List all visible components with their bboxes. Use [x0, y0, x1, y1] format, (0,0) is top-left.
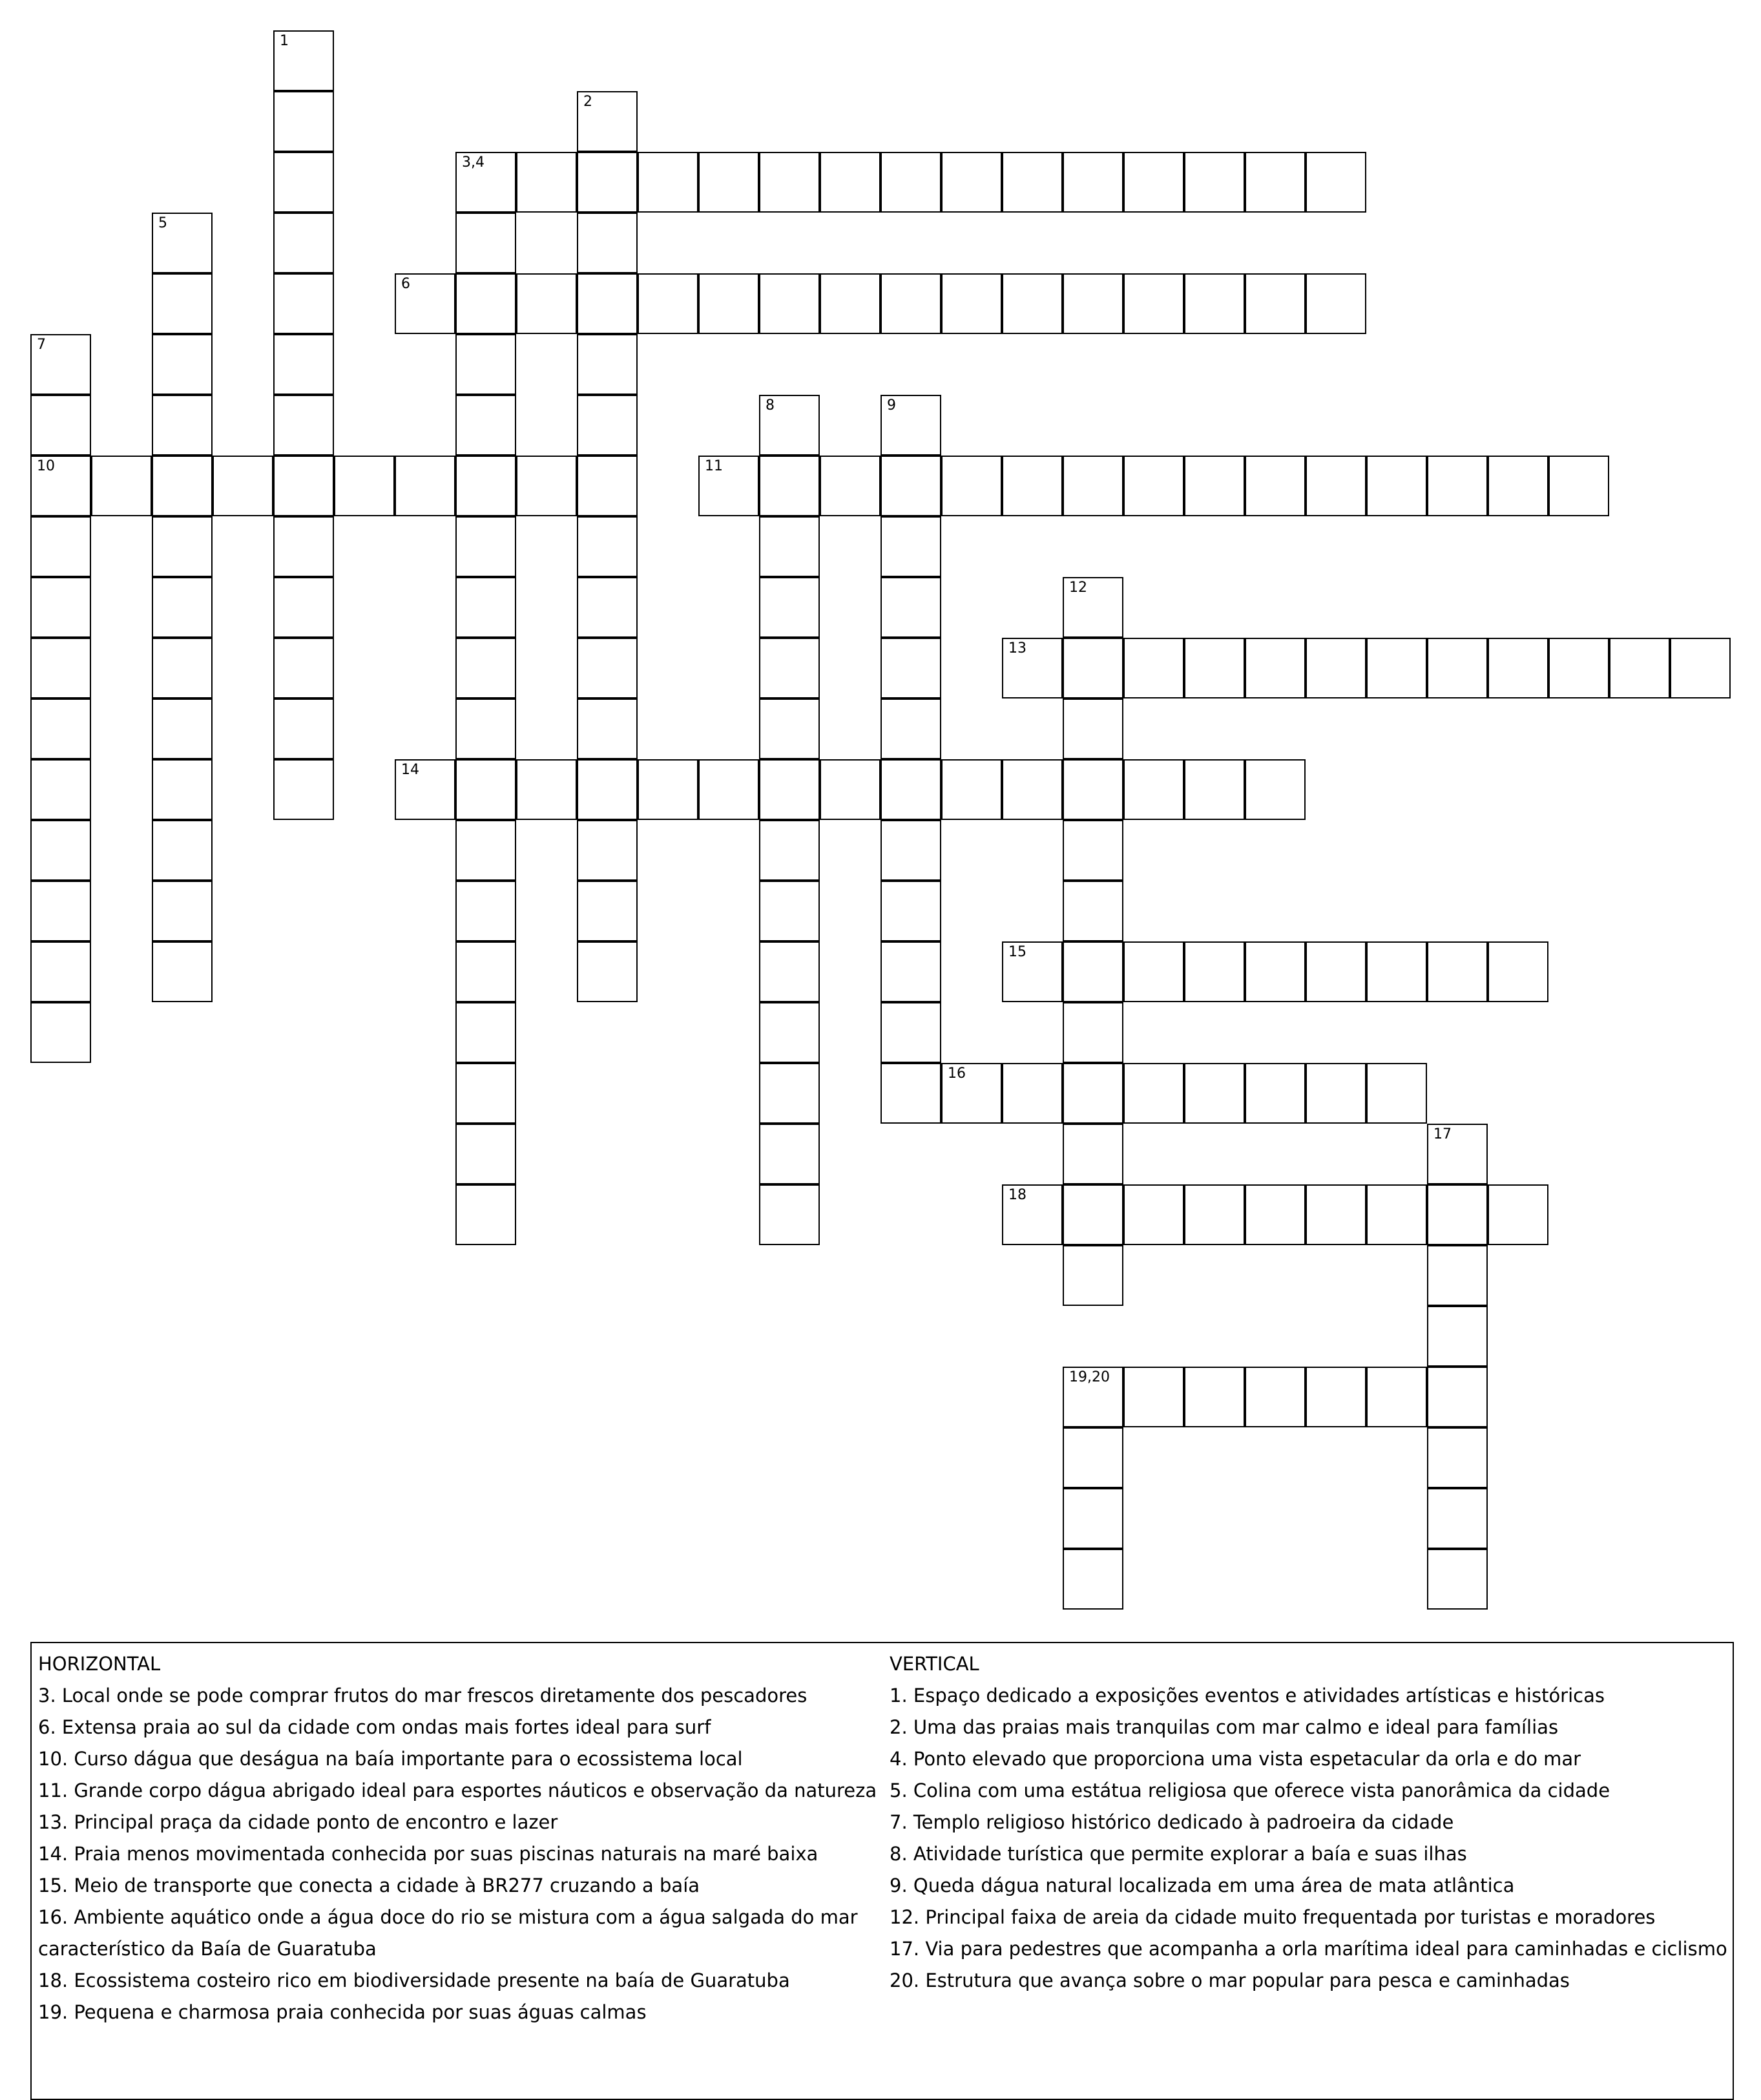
crossword-cell[interactable]: [1427, 1549, 1488, 1610]
crossword-cell[interactable]: [1184, 273, 1245, 334]
crossword-cell[interactable]: [1063, 941, 1123, 1002]
crossword-cell[interactable]: [273, 577, 334, 638]
crossword-cell[interactable]: [638, 273, 698, 334]
clue-v-17: 17. Via para pedestres que acompanha a orla marítima ideal para caminhadas e ciclismo: [890, 1938, 1727, 1960]
crossword-cell[interactable]: [881, 577, 941, 638]
crossword-cell[interactable]: [820, 456, 881, 516]
crossword-cell[interactable]: [152, 213, 213, 273]
crossword-cell[interactable]: [455, 759, 516, 820]
crossword-cell[interactable]: [820, 759, 881, 820]
crossword-cell[interactable]: [1123, 152, 1184, 213]
crossword-cell[interactable]: [759, 881, 820, 941]
clue-number: 9: [887, 397, 896, 414]
clue-number: 11: [705, 458, 723, 474]
crossword-cell[interactable]: [1306, 273, 1366, 334]
crossword-cell[interactable]: [455, 941, 516, 1002]
crossword-cell[interactable]: [577, 941, 638, 1002]
crossword-cell[interactable]: [1245, 152, 1306, 213]
crossword-cell[interactable]: [455, 1124, 516, 1184]
crossword-cell[interactable]: [273, 91, 334, 152]
crossword-cell[interactable]: [1184, 1367, 1245, 1427]
crossword-cell[interactable]: [1184, 941, 1245, 1002]
clue-h-3: 3. Local onde se pode comprar frutos do mar frescos diretamente dos pescadores: [38, 1685, 808, 1706]
crossword-cell[interactable]: [638, 152, 698, 213]
crossword-cell[interactable]: [30, 759, 91, 820]
crossword-cell[interactable]: [1123, 638, 1184, 698]
crossword-cell[interactable]: [30, 941, 91, 1002]
crossword-cell[interactable]: [577, 516, 638, 577]
crossword-cell[interactable]: [759, 1002, 820, 1063]
crossword-cell[interactable]: [152, 881, 213, 941]
crossword-cell[interactable]: [759, 759, 820, 820]
clue-number: 10: [37, 458, 55, 474]
crossword-cell[interactable]: [152, 456, 213, 516]
crossword-cell[interactable]: [1063, 638, 1123, 698]
crossword-cell[interactable]: [881, 456, 941, 516]
crossword-cell[interactable]: [1306, 1184, 1366, 1245]
crossword-cell[interactable]: [759, 516, 820, 577]
crossword-cell[interactable]: [1063, 273, 1123, 334]
crossword-cell[interactable]: [455, 516, 516, 577]
clue-h-6: 6. Extensa praia ao sul da cidade com ondas mais fortes ideal para surf: [38, 1716, 711, 1738]
clue-number: 17: [1433, 1126, 1452, 1142]
crossword-cell[interactable]: [1488, 941, 1548, 1002]
crossword-cell[interactable]: [941, 456, 1002, 516]
crossword-cell[interactable]: [941, 1063, 1002, 1124]
clue-number: 5: [158, 215, 167, 231]
crossword-cell[interactable]: [30, 334, 91, 395]
crossword-cell[interactable]: [1123, 273, 1184, 334]
crossword-cell[interactable]: [516, 152, 577, 213]
crossword-cell[interactable]: [1306, 1367, 1366, 1427]
clue-number: 15: [1008, 944, 1026, 960]
crossword-cell[interactable]: [30, 395, 91, 456]
crossword-cell[interactable]: [1184, 1184, 1245, 1245]
clue-v-2: 2. Uma das praias mais tranquilas com mar calmo e ideal para famílias: [890, 1716, 1559, 1738]
clue-number: 19,20: [1069, 1369, 1110, 1385]
crossword-cell[interactable]: [881, 273, 941, 334]
crossword-cell[interactable]: [273, 516, 334, 577]
crossword-cell[interactable]: [1063, 759, 1123, 820]
crossword-cell[interactable]: [759, 1124, 820, 1184]
crossword-cell[interactable]: [152, 759, 213, 820]
clue-h-13: 13. Principal praça da cidade ponto de encontro e lazer: [38, 1811, 558, 1833]
crossword-cell[interactable]: [698, 456, 759, 516]
crossword-cell[interactable]: [759, 395, 820, 456]
crossword-cell[interactable]: [1063, 820, 1123, 881]
crossword-cell[interactable]: [273, 456, 334, 516]
crossword-cell[interactable]: [1488, 638, 1548, 698]
crossword-cell[interactable]: [213, 456, 273, 516]
crossword-cell[interactable]: [759, 456, 820, 516]
clue-number: 2: [583, 94, 592, 110]
crossword-cell[interactable]: [881, 881, 941, 941]
clue-number: 14: [401, 762, 419, 778]
clue-h-15: 15. Meio de transporte que conecta a cidade à BR277 cruzando a baía: [38, 1874, 700, 1896]
crossword-cell[interactable]: [516, 759, 577, 820]
crossword-cell[interactable]: [395, 273, 455, 334]
crossword-cell[interactable]: [455, 638, 516, 698]
crossword-cell[interactable]: [1366, 1184, 1427, 1245]
crossword-cell[interactable]: [152, 395, 213, 456]
crossword-cell[interactable]: [1002, 941, 1063, 1002]
crossword-cell[interactable]: [1427, 1245, 1488, 1306]
crossword-cell[interactable]: [698, 273, 759, 334]
crossword-cell[interactable]: [30, 516, 91, 577]
crossword-cell[interactable]: [577, 273, 638, 334]
crossword-cell[interactable]: [577, 759, 638, 820]
crossword-cell[interactable]: [1063, 1184, 1123, 1245]
crossword-cell[interactable]: [1063, 456, 1123, 516]
crossword-cell[interactable]: [1123, 1184, 1184, 1245]
crossword-cell[interactable]: [455, 1063, 516, 1124]
vertical-title: VERTICAL: [890, 1653, 979, 1675]
crossword-cell[interactable]: [1063, 1427, 1123, 1488]
crossword-cell[interactable]: [273, 213, 334, 273]
crossword-cell[interactable]: [273, 638, 334, 698]
crossword-cell[interactable]: [152, 334, 213, 395]
crossword-cell[interactable]: [1245, 638, 1306, 698]
crossword-cell[interactable]: [1427, 1306, 1488, 1367]
crossword-cell[interactable]: [577, 638, 638, 698]
crossword-cell[interactable]: [759, 577, 820, 638]
horizontal-title: HORIZONTAL: [38, 1653, 161, 1675]
crossword-cell[interactable]: [1184, 638, 1245, 698]
crossword-cell[interactable]: [759, 638, 820, 698]
crossword-cell[interactable]: [30, 456, 91, 516]
crossword-cell[interactable]: [1123, 1367, 1184, 1427]
crossword-cell[interactable]: [273, 759, 334, 820]
crossword-cell[interactable]: [881, 395, 941, 456]
crossword-cell[interactable]: [152, 516, 213, 577]
crossword-cell[interactable]: [941, 759, 1002, 820]
crossword-cell[interactable]: [30, 881, 91, 941]
crossword-cell[interactable]: [1306, 1063, 1366, 1124]
crossword-cell[interactable]: [577, 334, 638, 395]
crossword-cell[interactable]: [1366, 638, 1427, 698]
crossword-cell[interactable]: [1245, 759, 1306, 820]
crossword-cell[interactable]: [1366, 1063, 1427, 1124]
crossword-cell[interactable]: [881, 941, 941, 1002]
crossword-cell[interactable]: [1245, 1063, 1306, 1124]
crossword-cell[interactable]: [455, 456, 516, 516]
crossword-cell[interactable]: [1063, 1063, 1123, 1124]
crossword-cell[interactable]: [455, 213, 516, 273]
crossword-cell[interactable]: [273, 273, 334, 334]
crossword-cell[interactable]: [1063, 152, 1123, 213]
crossword-cell[interactable]: [1488, 1184, 1548, 1245]
crossword-cell[interactable]: [1002, 1184, 1063, 1245]
crossword-cell[interactable]: [273, 334, 334, 395]
clue-v-7: 7. Templo religioso histórico dedicado à padroeira da cidade: [890, 1811, 1454, 1833]
crossword-cell[interactable]: [577, 881, 638, 941]
clue-number: 16: [948, 1066, 966, 1082]
crossword-cell[interactable]: [1427, 456, 1488, 516]
clue-v-9: 9. Queda dágua natural localizada em uma área de mata atlântica: [890, 1874, 1515, 1896]
crossword-cell[interactable]: [1063, 698, 1123, 759]
crossword-cell[interactable]: [1002, 638, 1063, 698]
crossword-cell[interactable]: [30, 698, 91, 759]
crossword-cell[interactable]: [1427, 1367, 1488, 1427]
crossword-cell[interactable]: [1488, 456, 1548, 516]
clue-h-19: 19. Pequena e charmosa praia conhecida por suas águas calmas: [38, 2001, 647, 2023]
crossword-cell[interactable]: [1063, 881, 1123, 941]
crossword-cell[interactable]: [516, 273, 577, 334]
crossword-cell[interactable]: [1063, 1245, 1123, 1306]
crossword-cell[interactable]: [1245, 941, 1306, 1002]
crossword-cell[interactable]: [881, 516, 941, 577]
crossword-cell[interactable]: [577, 213, 638, 273]
clue-h-16-cont: característico da Baía de Guaratuba: [38, 1938, 377, 1960]
crossword-cell[interactable]: [152, 273, 213, 334]
crossword-cell[interactable]: [1002, 273, 1063, 334]
crossword-cell[interactable]: [1306, 638, 1366, 698]
crossword-cell[interactable]: [577, 820, 638, 881]
crossword-cell[interactable]: [759, 1184, 820, 1245]
crossword-cell[interactable]: [881, 638, 941, 698]
crossword-cell[interactable]: [1063, 1124, 1123, 1184]
crossword-cell[interactable]: [455, 152, 516, 213]
crossword-cell[interactable]: [941, 152, 1002, 213]
crossword-cell[interactable]: [881, 152, 941, 213]
crossword-cell[interactable]: [1002, 759, 1063, 820]
crossword-cell[interactable]: [759, 820, 820, 881]
crossword-cell[interactable]: [1002, 456, 1063, 516]
clue-v-8: 8. Atividade turística que permite explorar a baía e suas ilhas: [890, 1843, 1467, 1865]
crossword-cell[interactable]: [1123, 759, 1184, 820]
crossword-cell[interactable]: [30, 638, 91, 698]
crossword-cell[interactable]: [152, 638, 213, 698]
crossword-cell[interactable]: [1245, 1367, 1306, 1427]
crossword-cell[interactable]: [759, 1063, 820, 1124]
crossword-cell[interactable]: [1002, 152, 1063, 213]
crossword-cell[interactable]: [455, 273, 516, 334]
crossword-cell[interactable]: [577, 577, 638, 638]
crossword-cell[interactable]: [1306, 152, 1366, 213]
crossword-cell[interactable]: [820, 273, 881, 334]
clue-h-10: 10. Curso dágua que deságua na baía importante para o ecossistema local: [38, 1748, 743, 1770]
crossword-cell[interactable]: [152, 698, 213, 759]
crossword-cell[interactable]: [1306, 941, 1366, 1002]
crossword-cell[interactable]: [30, 577, 91, 638]
crossword-cell[interactable]: [455, 1184, 516, 1245]
crossword-cell[interactable]: [1184, 456, 1245, 516]
crossword-cell[interactable]: [881, 759, 941, 820]
crossword-cell[interactable]: [1670, 638, 1731, 698]
crossword-cell[interactable]: [759, 152, 820, 213]
crossword-cell[interactable]: [1609, 638, 1670, 698]
crossword-cell[interactable]: [1427, 1124, 1488, 1184]
crossword-cell[interactable]: [1427, 638, 1488, 698]
crossword-cell[interactable]: [1123, 1063, 1184, 1124]
crossword-cell[interactable]: [1427, 1427, 1488, 1488]
crossword-cell[interactable]: [455, 881, 516, 941]
crossword-cell[interactable]: [152, 577, 213, 638]
crossword-cell[interactable]: [1063, 577, 1123, 638]
crossword-cell[interactable]: [273, 395, 334, 456]
crossword-cell[interactable]: [577, 91, 638, 152]
crossword-cell[interactable]: [273, 152, 334, 213]
clue-h-11: 11. Grande corpo dágua abrigado ideal para esportes náuticos e observação da natureza: [38, 1780, 877, 1801]
crossword-cell[interactable]: [273, 698, 334, 759]
crossword-cell[interactable]: [1123, 941, 1184, 1002]
crossword-cell[interactable]: [1063, 1002, 1123, 1063]
clue-number: 6: [401, 276, 410, 292]
clue-v-20: 20. Estrutura que avança sobre o mar popular para pesca e caminhadas: [890, 1969, 1570, 1991]
crossword-cell[interactable]: [759, 941, 820, 1002]
crossword-cell[interactable]: [698, 759, 759, 820]
crossword-cell[interactable]: [1063, 1488, 1123, 1549]
crossword-cell[interactable]: [1548, 456, 1609, 516]
crossword-cell[interactable]: [152, 941, 213, 1002]
crossword-cell[interactable]: [881, 698, 941, 759]
clues-panel: [30, 1642, 1734, 2100]
crossword-cell[interactable]: [30, 820, 91, 881]
clue-number: 18: [1008, 1187, 1026, 1203]
crossword-cell[interactable]: [698, 152, 759, 213]
crossword-cell[interactable]: [455, 1002, 516, 1063]
crossword-cell[interactable]: [455, 698, 516, 759]
crossword-cell[interactable]: [1427, 941, 1488, 1002]
clue-number: 1: [280, 33, 289, 49]
clue-number: 3,4: [462, 154, 485, 171]
crossword-cell[interactable]: [1245, 273, 1306, 334]
crossword-cell[interactable]: [91, 456, 152, 516]
crossword-cell[interactable]: [1427, 1184, 1488, 1245]
crossword-cell[interactable]: [1548, 638, 1609, 698]
crossword-cell[interactable]: [30, 1002, 91, 1063]
crossword-cell[interactable]: [1063, 1367, 1123, 1427]
crossword-cell[interactable]: [1366, 941, 1427, 1002]
crossword-cell[interactable]: [395, 456, 455, 516]
crossword-cell[interactable]: [1123, 456, 1184, 516]
crossword-cell[interactable]: [881, 1002, 941, 1063]
crossword-cell[interactable]: [1184, 152, 1245, 213]
clue-number: 12: [1069, 580, 1087, 596]
crossword-cell[interactable]: [273, 30, 334, 91]
clue-h-16: 16. Ambiente aquático onde a água doce do rio se mistura com a água salgada do mar: [38, 1906, 858, 1928]
crossword-cell[interactable]: [334, 456, 395, 516]
crossword-cell[interactable]: [455, 334, 516, 395]
crossword-cell[interactable]: [1366, 456, 1427, 516]
crossword-cell[interactable]: [577, 698, 638, 759]
clue-v-4: 4. Ponto elevado que proporciona uma vista espetacular da orla e do mar: [890, 1748, 1581, 1770]
crossword-cell[interactable]: [1184, 759, 1245, 820]
clue-h-14: 14. Praia menos movimentada conhecida por suas piscinas naturais na maré baixa: [38, 1843, 818, 1865]
crossword-cell[interactable]: [516, 456, 577, 516]
crossword-cell[interactable]: [1002, 1063, 1063, 1124]
crossword-cell[interactable]: [577, 152, 638, 213]
clue-h-18: 18. Ecossistema costeiro rico em biodiversidade presente na baía de Guaratuba: [38, 1969, 790, 1991]
crossword-cell[interactable]: [395, 759, 455, 820]
crossword-cell[interactable]: [455, 577, 516, 638]
crossword-cell[interactable]: [1245, 1184, 1306, 1245]
clue-v-1: 1. Espaço dedicado a exposições eventos e atividades artísticas e históricas: [890, 1685, 1605, 1706]
crossword-cell[interactable]: [455, 395, 516, 456]
crossword-cell[interactable]: [1245, 456, 1306, 516]
crossword-cell[interactable]: [1306, 456, 1366, 516]
crossword-cell[interactable]: [577, 395, 638, 456]
crossword-cell[interactable]: [941, 273, 1002, 334]
crossword-cell[interactable]: [152, 820, 213, 881]
clue-number: 7: [37, 337, 46, 353]
crossword-cell[interactable]: [1063, 1549, 1123, 1610]
crossword-cell[interactable]: [1184, 1063, 1245, 1124]
crossword-cell[interactable]: [881, 820, 941, 881]
crossword-cell[interactable]: [820, 152, 881, 213]
clue-v-5: 5. Colina com uma estátua religiosa que oferece vista panorâmica da cidade: [890, 1780, 1610, 1801]
crossword-cell[interactable]: [638, 759, 698, 820]
crossword-cell[interactable]: [759, 273, 820, 334]
clue-number: 8: [766, 397, 775, 414]
crossword-cell[interactable]: [455, 820, 516, 881]
clue-number: 13: [1008, 640, 1026, 656]
crossword-cell[interactable]: [1427, 1488, 1488, 1549]
crossword-cell[interactable]: [1366, 1367, 1427, 1427]
crossword-cell[interactable]: [759, 698, 820, 759]
crossword-cell[interactable]: [881, 1063, 941, 1124]
crossword-cell[interactable]: [577, 456, 638, 516]
clue-v-12: 12. Principal faixa de areia da cidade muito frequentada por turistas e moradores: [890, 1906, 1656, 1928]
